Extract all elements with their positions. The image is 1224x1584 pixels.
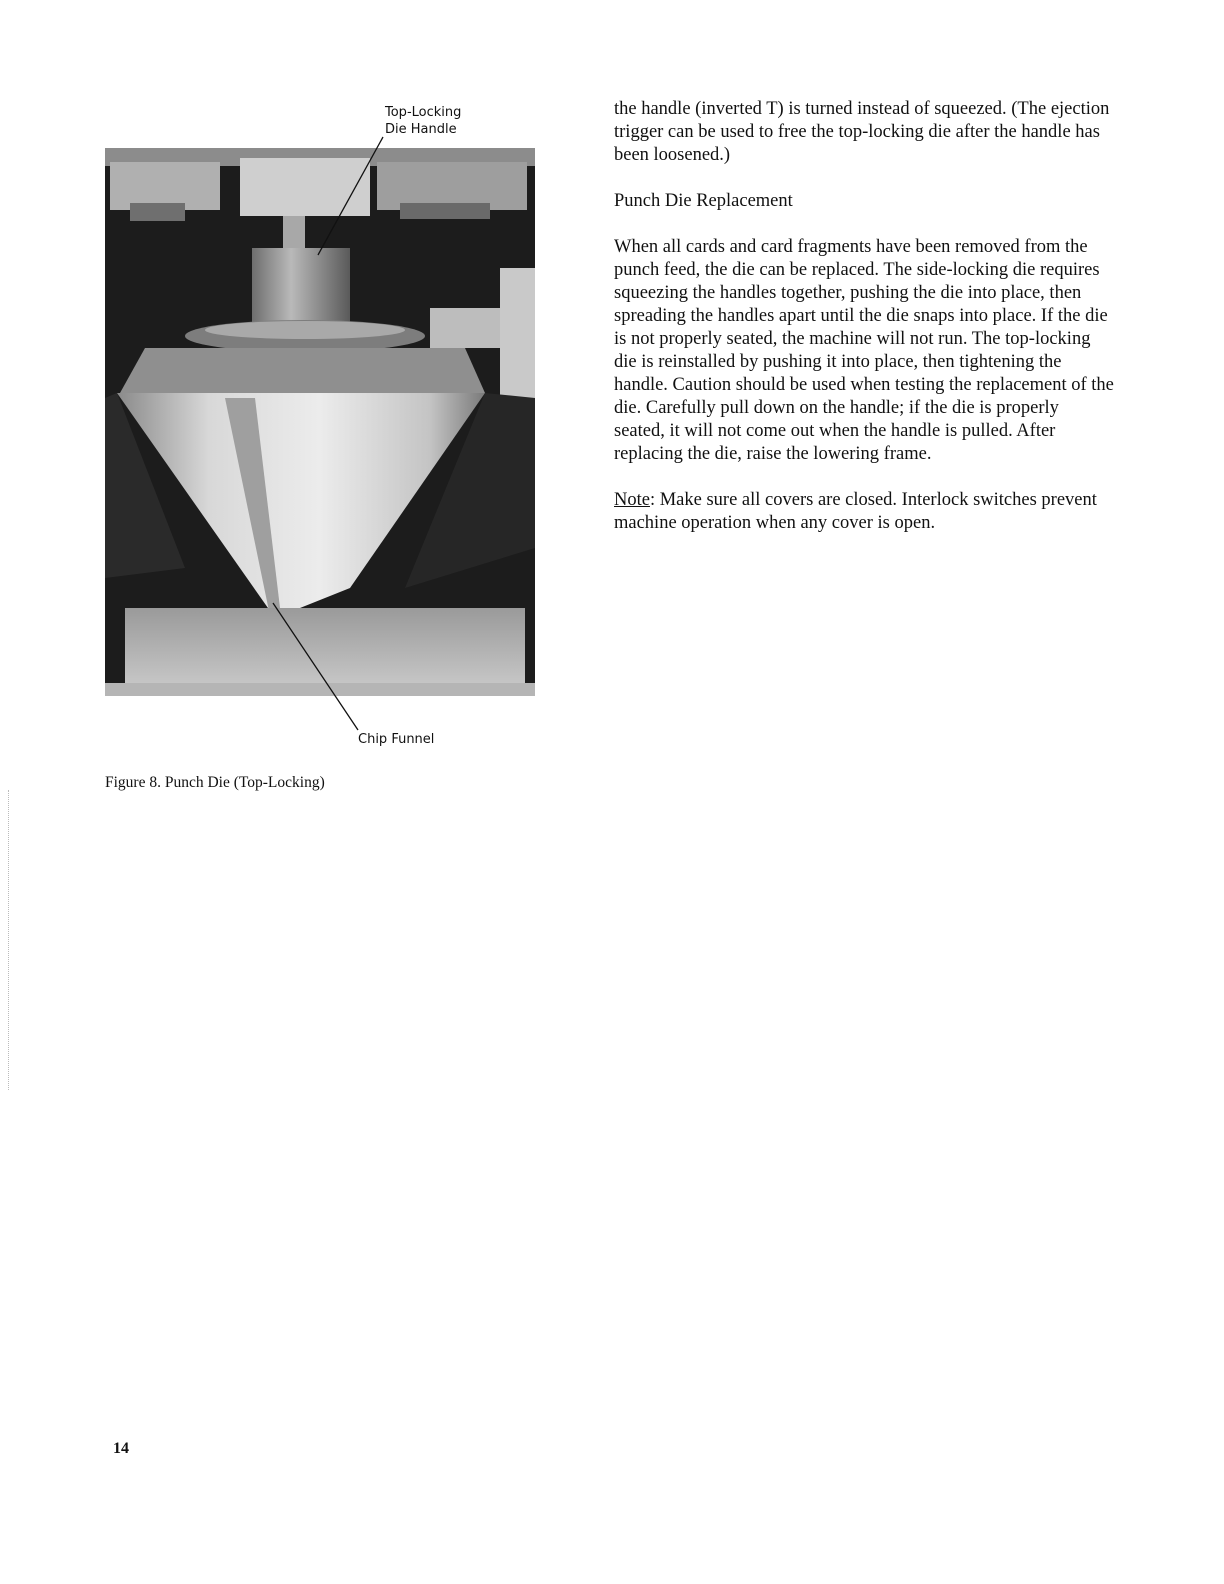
- figure-label-bottom: Chip Funnel: [358, 732, 435, 747]
- figure-label-top-line2: Die Handle: [385, 122, 457, 137]
- body-text-column: [614, 98, 1114, 558]
- leader-line-handle: [318, 137, 383, 255]
- section-heading: Punch Die Replacement: [614, 191, 793, 211]
- paragraph-2: When all cards and card fragments have been removed from the punch feed, the die can be replaced. The side-locking die requires squeezing the handles together, pushing the die into place, then spreading the handles apart until the die snaps into place. If the die is not properly seated, the machine will not run. The top-locking die is reinstalled by pushing it into place, then tightening the handle. Caution should be used when testing the replacement of the die. Carefully pull down on the handle; if the die is properly seated, it will not come out when the handle is pulled. After replacing the die, raise the lowering frame.: [614, 237, 1114, 464]
- figure-label-top-line1: Top-Locking: [385, 105, 462, 120]
- paragraph-1: the handle (inverted T) is turned instead of squeezed. (The ejection trigger can be used to free the top-locking die after the handle has been loosened.): [614, 99, 1110, 165]
- page-number: 14: [113, 1440, 129, 1457]
- note-paragraph: [614, 489, 1114, 535]
- figure-caption: Figure 8. Punch Die (Top-Locking): [105, 774, 325, 791]
- note-text: : Make sure all covers are closed. Interlock switches prevent machine operation when any cover is open.: [614, 490, 1097, 533]
- leader-line-funnel: [273, 603, 358, 730]
- scan-artifact: [8, 790, 10, 1090]
- note-label: Note: [614, 490, 650, 510]
